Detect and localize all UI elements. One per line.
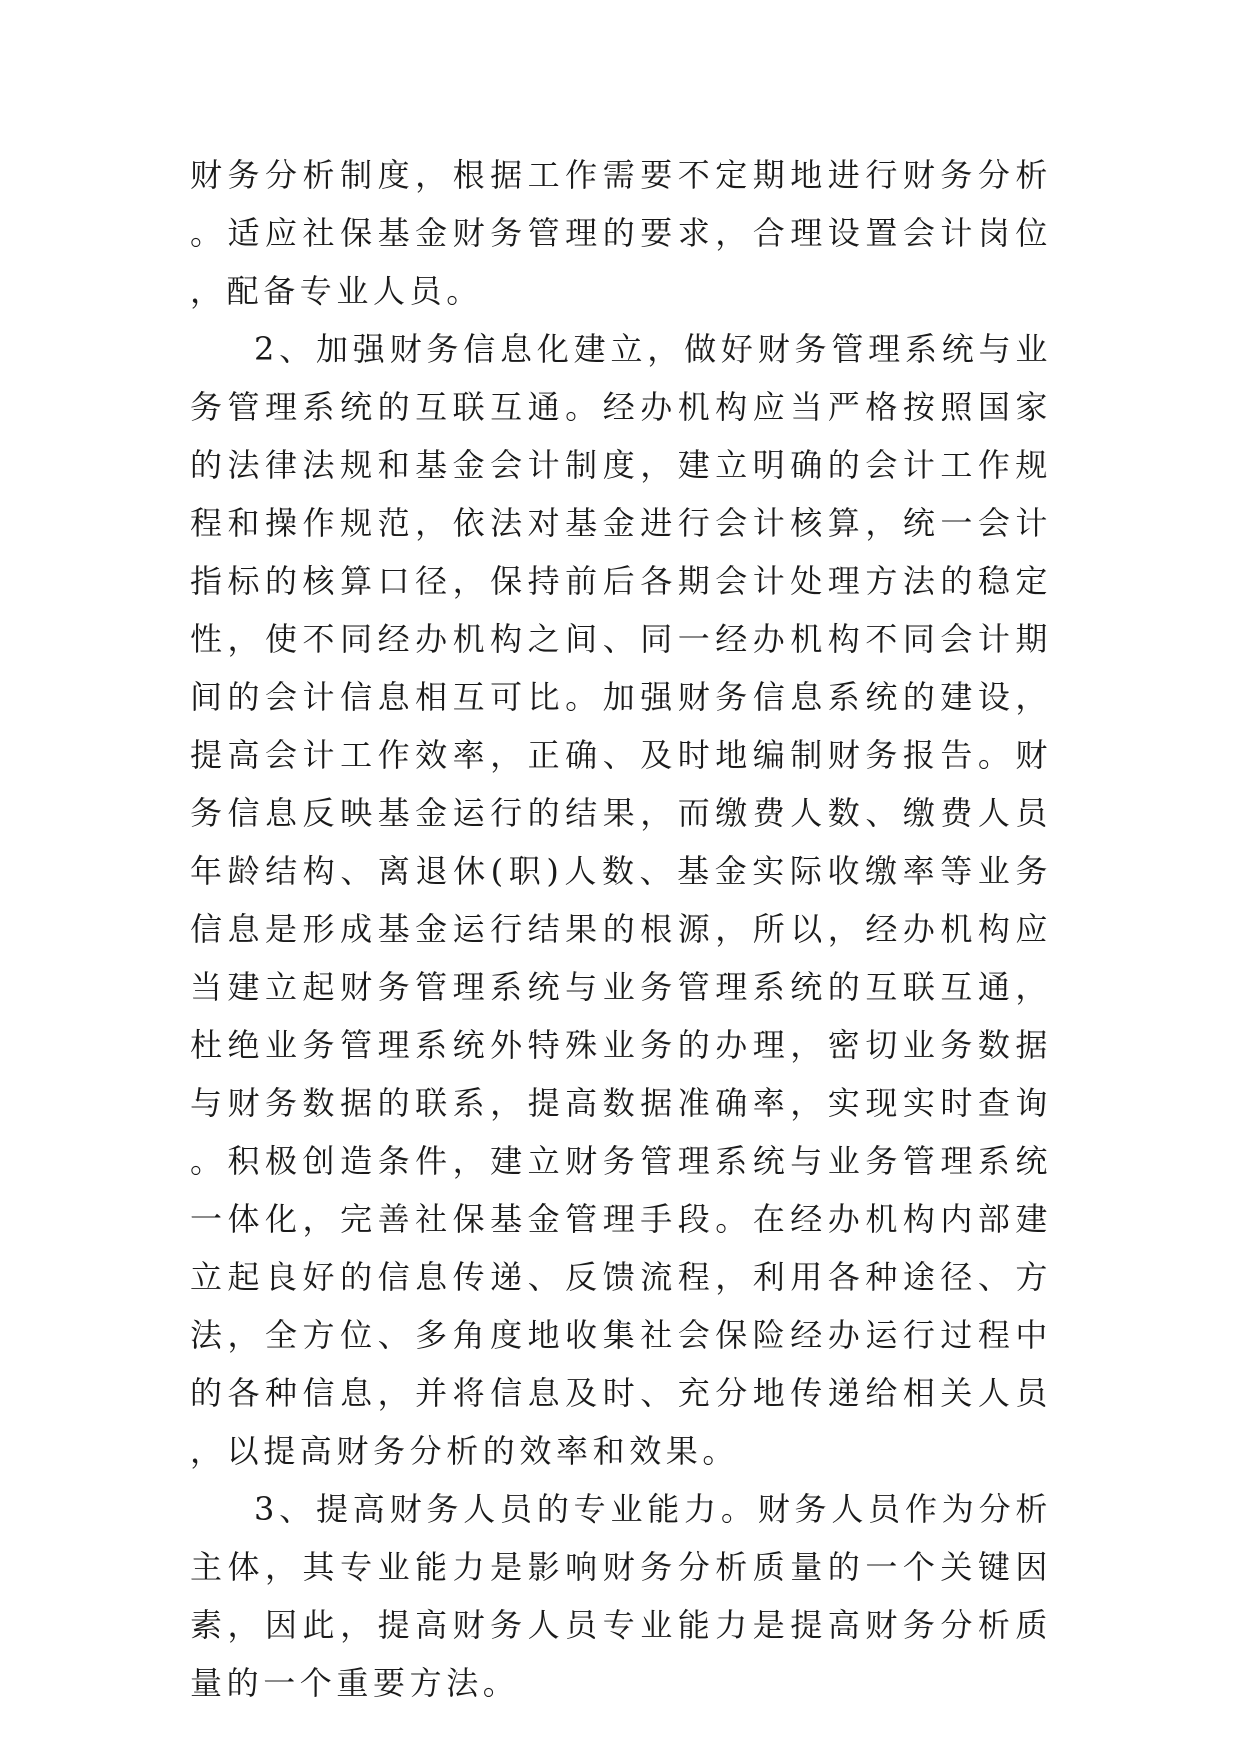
paragraph-1: 财务分析制度，根据工作需要不定期地进行财务分析。适应社保基金财务管理的要求，合理设置会计岗位，配备专业人员。: [190, 156, 1052, 310]
paragraph-3: 3、提高财务人员的专业能力。财务人员作为分析主体，其专业能力是影响财务分析质量的一个关键因素，因此，提高财务人员专业能力是提高财务分析质量的一个重要方法。: [190, 1490, 1052, 1702]
document-body: [190, 146, 1052, 1712]
paragraph-2: 2、加强财务信息化建立，做好财务管理系统与业务管理系统的互联互通。经办机构应当严格按照国家的法律法规和基金会计制度，建立明确的会计工作规程和操作规范，依法对基金进行会计核算，统一会计指标的核算口径，保持前后各期会计处理方法的稳定性，使不同经办机构之间、同一经办机构不同会计期间的会计信息相互可比。加强财务信息系统的建设，提高会计工作效率，正确、及时地编制财务报告。财务信息反映基金运行的结果，而缴费人数、缴费人员年龄结构、离退休(职)人数、基金实际收缴率等业务信息是形成基金运行结果的根源，所以，经办机构应当建立起财务管理系统与业务管理系统的互联互通，杜绝业务管理系统外特殊业务的办理，密切业务数据与财务数据的联系，提高数据准确率，实现实时查询。积极创造条件，建立财务管理系统与业务管理系统一体化，完善社保基金管理手段。在经办机构内部建立起良好的信息传递、反馈流程，利用各种途径、方法，全方位、多角度地收集社会保险经办运行过程中的各种信息，并将信息及时、充分地传递给相关人员，以提高财务分析的效率和效果。: [190, 330, 1052, 1470]
